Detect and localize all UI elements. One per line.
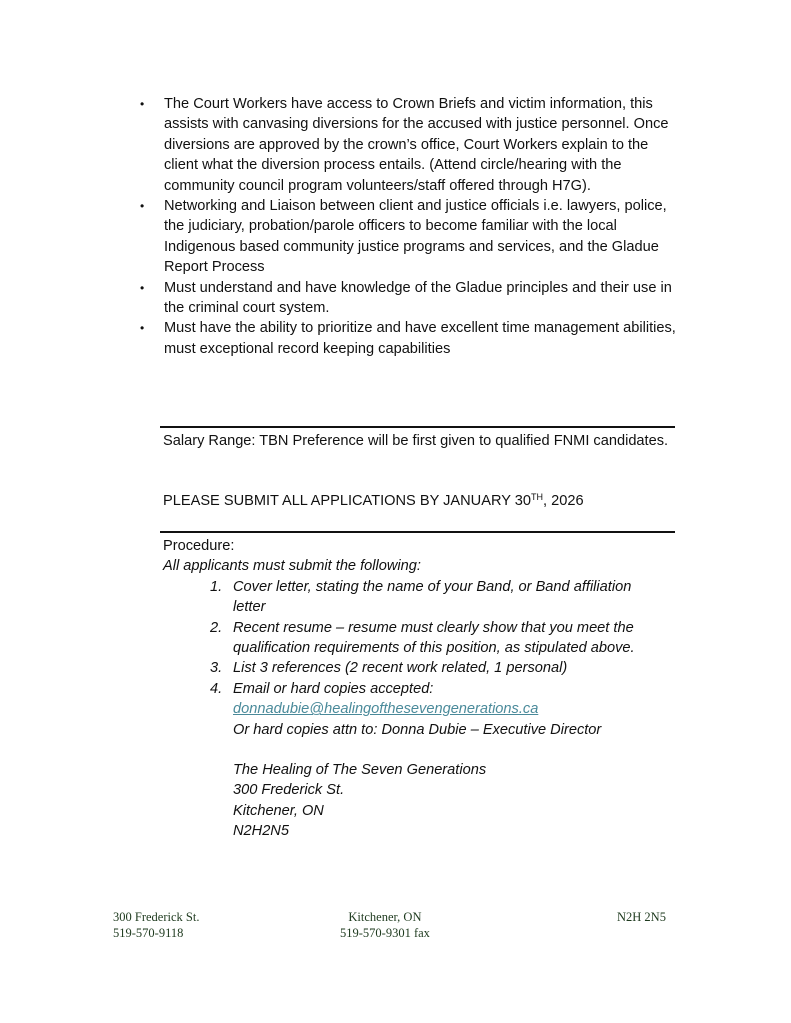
procedure-heading: Procedure: [163,538,235,554]
mailing-address: The Healing of The Seven Generations 300 Frederick St. Kitchener, ON N2H2N5 [233,762,487,840]
procedure-intro: All applicants must submit the following: [163,558,421,575]
bullet-icon: • [140,97,145,111]
bullet-icon: • [140,321,145,336]
step-item: 2. Recent resume – resume must clearly show that you meet the qualification requirements of this position, as stipulated above. [210,619,635,657]
footer-right: N2H 2N5 [617,910,666,924]
step-item: 3. List 3 references (2 recent work related, 1 personal) [210,660,568,677]
bullet-item: • Must understand and have knowledge of the Gladue principles and their use in the criminal court system. [140,279,672,317]
section-divider [160,426,675,428]
duties-bullet-list [138,94,683,359]
footer-left: 300 Frederick St. 519-570-9118 [113,910,200,940]
footer-middle: Kitchener, ON 519-570-9301 fax [340,910,430,940]
procedure-section [163,536,683,842]
step-item: 4. Email or hard copies accepted: donnadubie@healingofthesevengenerations.ca Or hard copies attn to: Donna Dubie – Executive Director [210,680,602,738]
bullet-item: • The Court Workers have access to Crown Briefs and victim information, this assists with canvasing diversions for the accused with justice personnel. Once diversions are approved by the crown’s office, Court Workers explain to the client what the diversion process entails. (Attend circle/hearing with the community council program volunteers/staff offered through H7G). [140,96,669,194]
bullet-icon: • [140,199,145,214]
hard-copy-attn: Or hard copies attn to: Donna Dubie – Executive Director [233,721,602,738]
procedure-steps [163,577,683,740]
bullet-item: • Must have the ability to prioritize and have excellent time management abilities, must exceptional record keeping capabilities [140,320,676,357]
section-divider [160,531,675,533]
email-link[interactable]: donnadubie@healingofthesevengenerations.ca [233,701,539,718]
bullet-item: • Networking and Liaison between client and justice officials i.e. lawyers, police, the judiciary, probation/parole officers to become familiar with the local Indigenous based community justice programs and services, and the Gladue Report Process [140,198,667,276]
salary-text: Salary Range: TBN Preference will be first given to qualified FNMI candidates. [163,433,669,449]
step-item: 1. Cover letter, stating the name of your Band, or Band affiliation letter [210,578,632,616]
bullet-icon: • [140,280,145,295]
deadline-text: PLEASE SUBMIT ALL APPLICATIONS BY JANUARY 30TH, 2026 [163,492,584,509]
